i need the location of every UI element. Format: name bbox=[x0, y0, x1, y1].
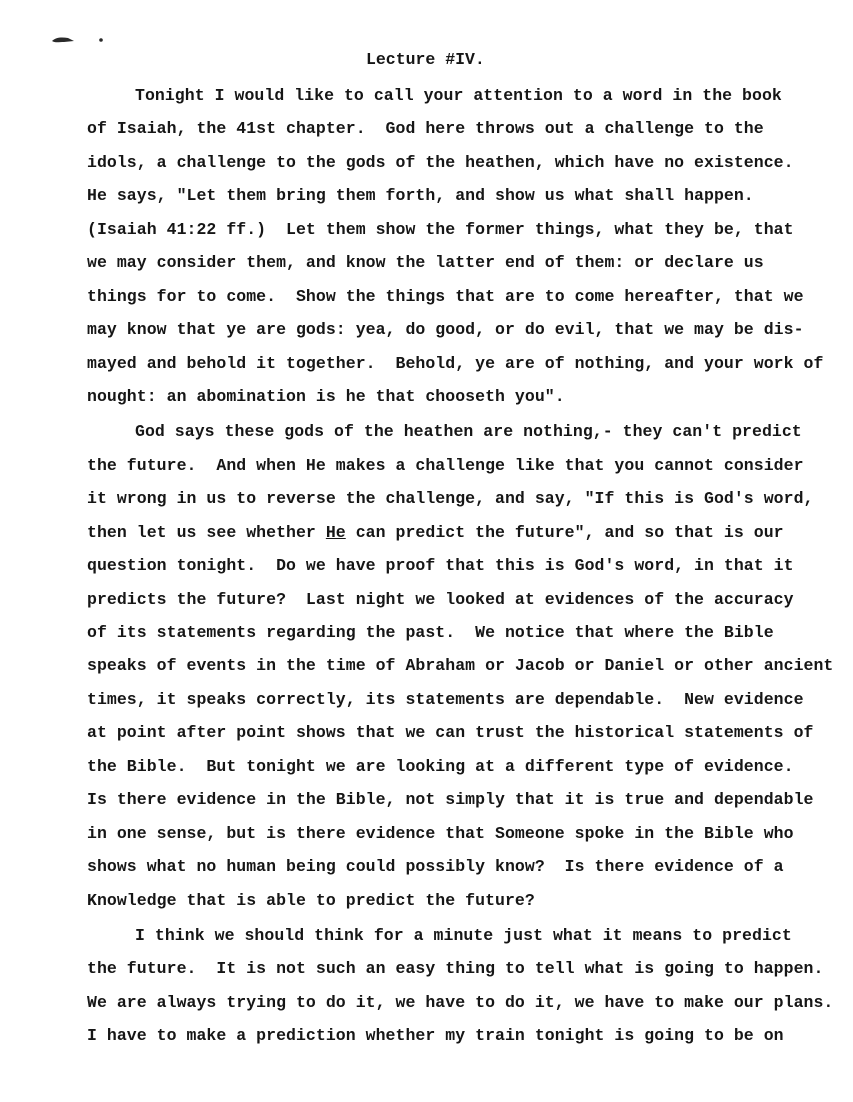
text-line: things for to come. Show the things that are to come hereafter, that we bbox=[87, 286, 804, 306]
text-line: nought: an abomination is he that chooseth you". bbox=[87, 386, 565, 406]
text-segment: then let us see whether bbox=[87, 522, 326, 542]
text-segment: can predict the future", and so that is our bbox=[345, 522, 784, 542]
underlined-word: He bbox=[325, 522, 346, 542]
text-line: Is there evidence in the Bible, not simply that it is true and dependable bbox=[87, 790, 814, 810]
text-line: in one sense, but is there evidence that Someone spoke in the Bible who bbox=[87, 823, 794, 843]
ink-blot-mark bbox=[50, 34, 110, 46]
text-line bbox=[87, 522, 847, 555]
text-line: mayed and behold it together. Behold, ye are of nothing, and your work of bbox=[87, 353, 824, 373]
document-body bbox=[87, 85, 847, 1059]
text-line: God says these gods of the heathen are nothing,- they can't predict bbox=[135, 422, 802, 442]
paragraph bbox=[87, 85, 847, 419]
text-line: of Isaiah, the 41st chapter. God here throws out a challenge to the bbox=[87, 119, 764, 139]
text-line: speaks of events in the time of Abraham or Jacob or Daniel or other ancient bbox=[87, 656, 834, 676]
text-line: Knowledge that is able to predict the future? bbox=[87, 890, 535, 910]
paragraph bbox=[87, 421, 847, 923]
text-line: idols, a challenge to the gods of the heathen, which have no existence. bbox=[87, 152, 794, 172]
text-line: I have to make a prediction whether my train tonight is going to be on bbox=[87, 1026, 784, 1046]
text-line: We are always trying to do it, we have to do it, we have to make our plans. bbox=[87, 992, 834, 1012]
text-line: it wrong in us to reverse the challenge, and say, "If this is God's word, bbox=[87, 489, 814, 509]
text-line: Tonight I would like to call your attention to a word in the book bbox=[135, 86, 782, 105]
text-line: the Bible. But tonight we are looking at a different type of evidence. bbox=[87, 756, 794, 776]
text-line: He says, "Let them bring them forth, and show us what shall happen. bbox=[87, 186, 754, 206]
text-line: predicts the future? Last night we looked at evidences of the accuracy bbox=[87, 589, 794, 609]
text-line: question tonight. Do we have proof that this is God's word, in that it bbox=[87, 556, 794, 576]
paragraph bbox=[87, 925, 847, 1059]
text-line: shows what no human being could possibly know? Is there evidence of a bbox=[87, 857, 784, 877]
text-line: the future. And when He makes a challenge like that you cannot consider bbox=[87, 455, 804, 475]
text-line: I think we should think for a minute just what it means to predict bbox=[135, 925, 792, 945]
text-line: of its statements regarding the past. We notice that where the Bible bbox=[87, 623, 774, 642]
text-line: may know that ye are gods: yea, do good, or do evil, that we may be dis- bbox=[87, 320, 804, 340]
text-line: the future. It is not such an easy thing to tell what is going to happen. bbox=[87, 959, 824, 979]
text-line: (Isaiah 41:22 ff.) Let them show the former things, what they be, that bbox=[87, 219, 794, 239]
text-line: at point after point shows that we can trust the historical statements of bbox=[87, 723, 814, 743]
text-line: we may consider them, and know the latter end of them: or declare us bbox=[87, 253, 764, 273]
page-title: Lecture #IV. bbox=[366, 50, 485, 69]
text-line: times, it speaks correctly, its statements are dependable. New evidence bbox=[87, 689, 804, 709]
